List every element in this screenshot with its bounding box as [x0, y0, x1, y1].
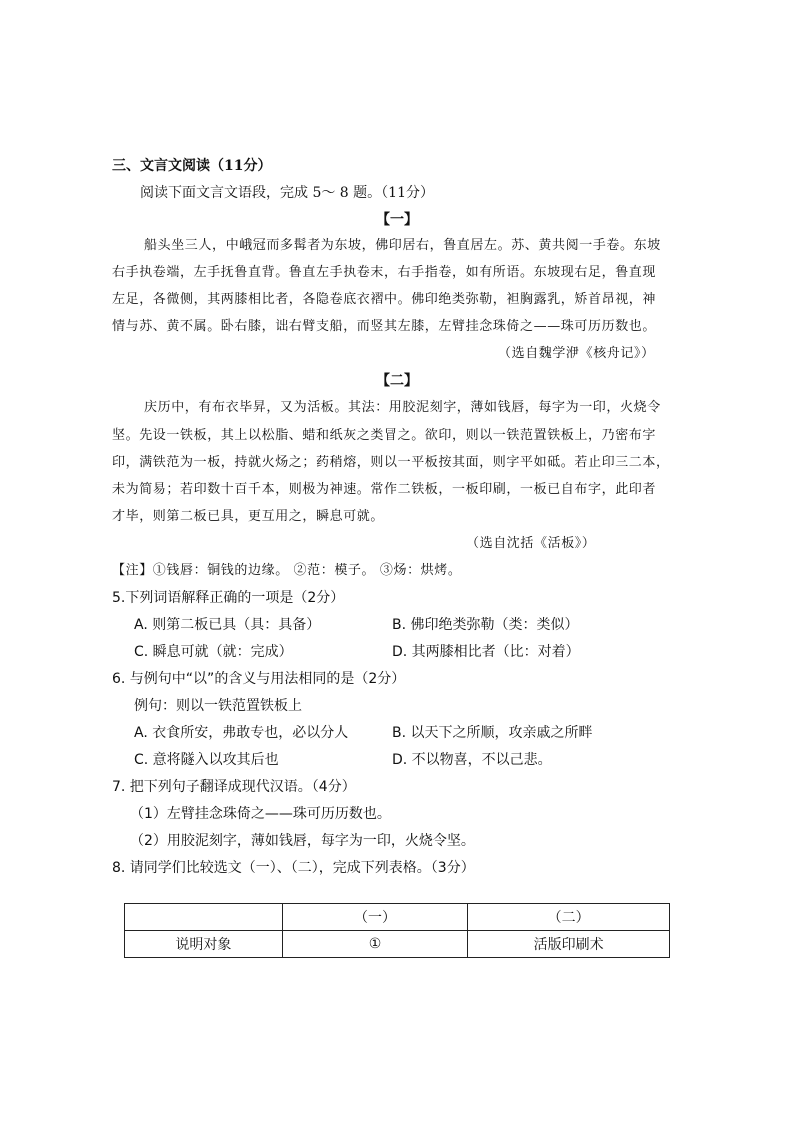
- question-6-option-d: D. 不以物喜，不以己悲。: [392, 752, 552, 768]
- passage2-line: 庆历中，有布衣毕昇，又为活板。其法：用胶泥刻字，薄如钱唇，每字为一印，火烧令: [144, 400, 661, 415]
- passage1-line: 船头坐三人，中峨冠而多髯者为东坡，佛印居右，鲁直居左。苏、黄共阅一手卷。东坡: [144, 238, 661, 253]
- passage1-source: （选自魏学洢《核舟记》）: [498, 346, 655, 361]
- table-cell: 活版印刷术: [468, 931, 670, 958]
- question-7-item: （1）左臂挂念珠倚之——珠可历历数也。: [130, 806, 391, 822]
- section-title: 三、文言文阅读（11分）: [112, 158, 272, 174]
- passage1-label: 【一】: [376, 212, 418, 228]
- passage2-line: 印，满铁范为一板，持就火炀之；药稍熔，则以一平板按其面，则字平如砥。若止印三二本，: [112, 455, 670, 470]
- passage2-source: （选自沈括《活板》）: [466, 536, 596, 551]
- question-7-stem: 7. 把下列句子翻译成现代汉语。（4分）: [112, 779, 356, 795]
- table-row: [125, 931, 670, 958]
- question-8-stem: 8. 请同学们比较选文（一）、（二），完成下列表格。（3分）: [112, 860, 475, 876]
- passage2-line: 才毕，则第二板已具，更互用之，瞬息可就。: [112, 509, 385, 524]
- question-5-option-c: C. 瞬息可就（就：完成）: [134, 644, 293, 660]
- passage1-line: 情与苏、黄不属。卧右膝，诎右臂支船，而竖其左膝，左臂挂念珠倚之——珠可历历数也。: [112, 319, 657, 334]
- section-instruction: 阅读下面文言文语段，完成 5～ 8 题。（11分）: [140, 185, 434, 201]
- passage2-line: 坚。先设一铁板，其上以松脂、蜡和纸灰之类冒之。欲印，则以一铁范置铁板上，乃密布字: [112, 428, 657, 443]
- passage1-line: 左足，各微侧，其两膝相比者，各隐卷底衣褶中。佛印绝类弥勒，袒胸露乳，矫首昂视，神: [112, 292, 657, 307]
- table-header-cell: （一）: [282, 904, 468, 931]
- question-6-option-a: A. 衣食所安，弗敢专也，必以分人: [134, 725, 349, 741]
- question-5-option-b: B. 佛印绝类弥勒（类：类似）: [392, 617, 579, 633]
- table-header-cell: [125, 904, 283, 931]
- passage1-line: 右手执卷端，左手抚鲁直背。鲁直左手执卷末，右手指卷，如有所语。东坡现右足，鲁直现: [112, 265, 657, 280]
- table-cell[interactable]: ①: [282, 931, 468, 958]
- table-header-cell: （二）: [468, 904, 670, 931]
- passage2-label: 【二】: [376, 373, 418, 389]
- table-cell: 说明对象: [125, 931, 283, 958]
- annotation-notes: 【注】①钱唇：铜钱的边缘。 ②范：模子。 ③炀：烘烤。: [112, 563, 462, 578]
- question-6-stem: 6. 与例句中“以”的含义与用法相同的是（2分）: [112, 671, 406, 687]
- question-5-stem: 5.下列词语解释正确的一项是（2分）: [112, 590, 345, 606]
- question-5-option-a: A. 则第二板已具（具：具备）: [134, 617, 321, 633]
- table-header-row: [125, 904, 670, 931]
- question-7-item: （2）用胶泥刻字，薄如钱唇，每字为一印，火烧令坚。: [130, 833, 475, 849]
- comparison-table: [124, 903, 670, 958]
- question-6-option-b: B. 以天下之所顺，攻亲戚之所畔: [392, 725, 593, 741]
- passage2-line: 未为简易；若印数十百千本，则极为神速。常作二铁板，一板印刷，一板已自布字，此印者: [112, 482, 657, 497]
- question-5-option-d: D. 其两膝相比者（比：对着）: [392, 644, 580, 660]
- question-6-option-c: C. 意将隧入以攻其后也: [134, 752, 279, 768]
- question-6-example: 例句：则以一铁范置铁板上: [134, 698, 302, 714]
